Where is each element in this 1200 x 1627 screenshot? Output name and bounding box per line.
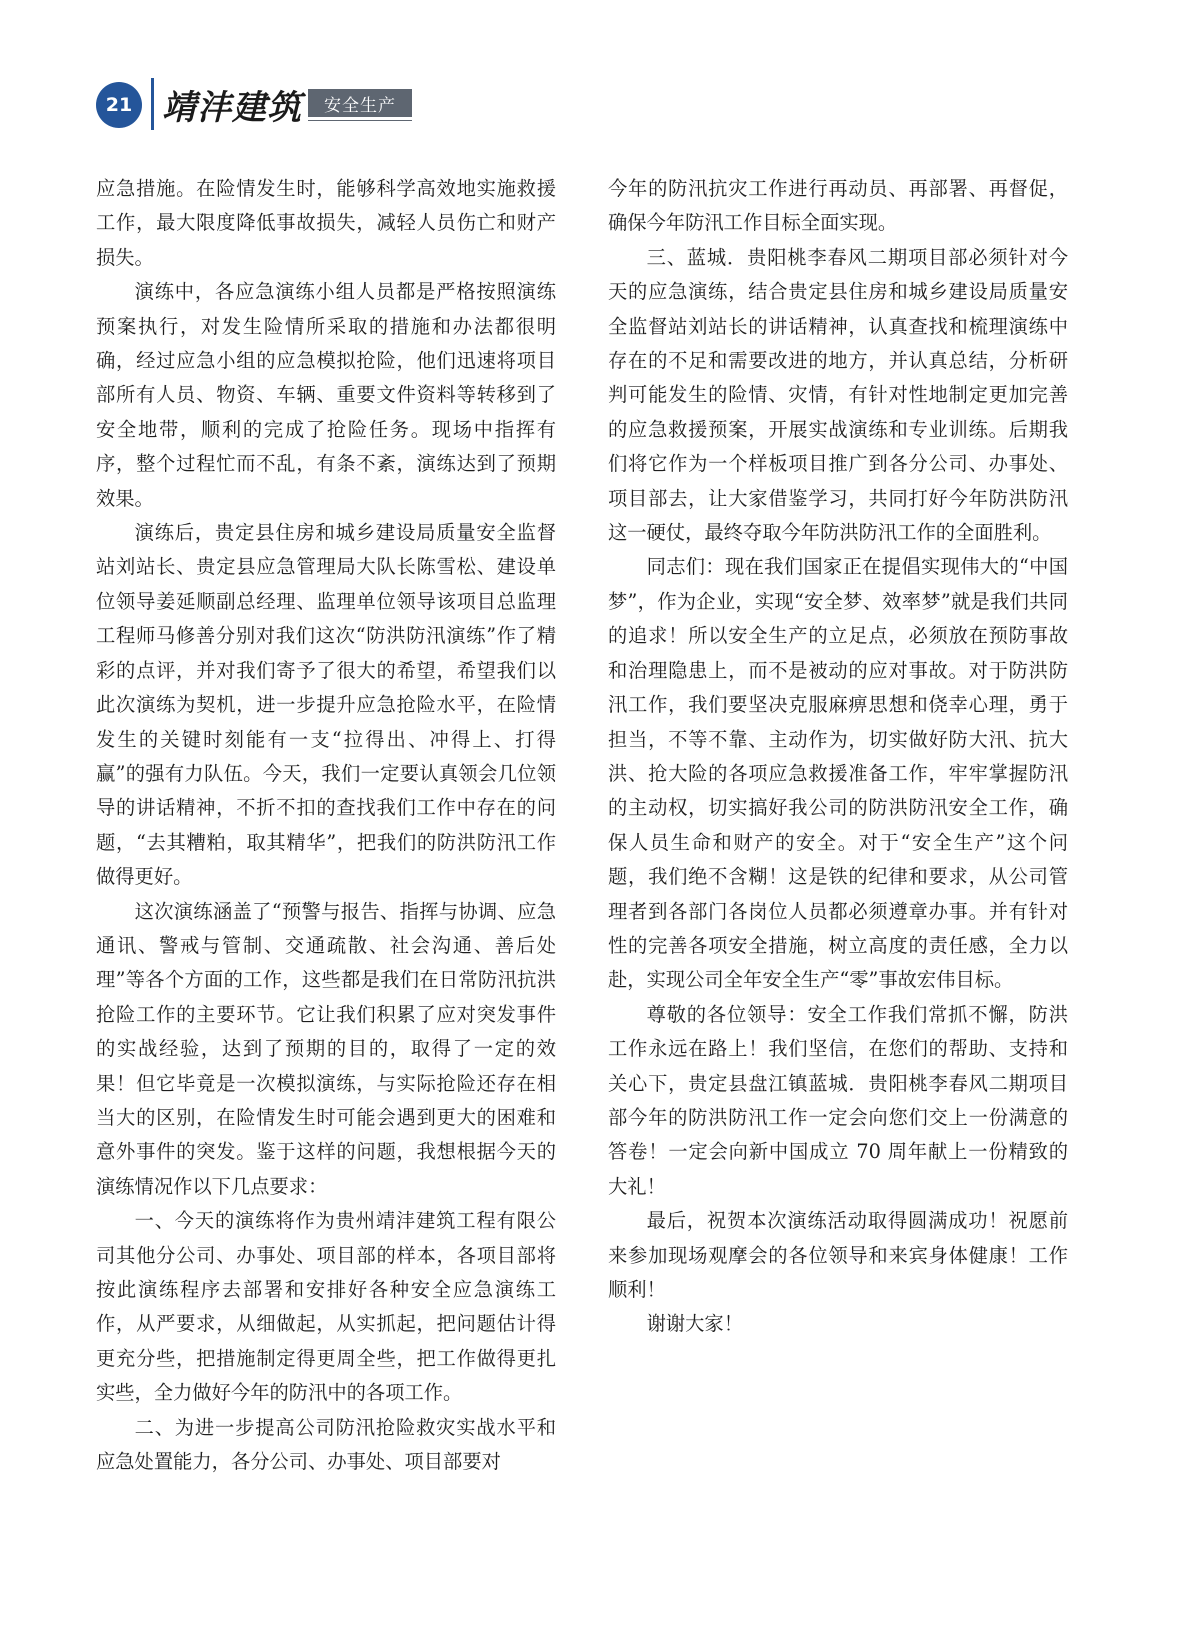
page-header (96, 78, 456, 130)
paragraph: 谢谢大家！ (646, 1312, 743, 1336)
header-divider (151, 78, 154, 130)
page-number-badge: 21 (96, 82, 142, 128)
left-column (96, 172, 556, 1479)
paragraph: 演练后，贵定县住房和城乡建设局质量安全监督站刘站长、贵定县应急管理局大队长陈雪松、建设单位领导姜延顺副总经理、监理单位领导该项目总监理工程师马修善分别对我们这次“防洪防汛演练”作了精彩的点评，并对我们寄予了很大的希望，希望我们以此次演练为契机，进一步提升应急抢险水平，在险情发生的关键时刻能有一支“拉得出、冲得上、打得赢”的强有力队伍。今天，我们一定要认真领会几位领导的讲话精神，不折不扣的查找我们工作中存在的问题，“去其糟粕，取其精华”，把我们的防洪防汛工作做得更好。 (96, 521, 556, 889)
paragraph: 这次演练涵盖了“预警与报告、指挥与协调、应急通讯、警戒与管制、交通疏散、社会沟通、善后处理”等各个方面的工作，这些都是我们在日常防汛抗洪抢险工作的主要环节。它让我们积累了应对突发事件的实战经验，达到了预期的目的，取得了一定的效果！但它毕竟是一次模拟演练，与实际抢险还存在相当大的区别，在险情发生时可能会遇到更大的困难和意外事件的突发。鉴于这样的问题，我想根据今天的演练情况作以下几点要求： (96, 899, 556, 1198)
paragraph: 应急措施。在险情发生时，能够科学高效地实施救援工作，最大限度降低事故损失，减轻人员伤亡和财产损失。 (96, 177, 556, 269)
paragraph: 一、今天的演练将作为贵州靖沣建筑工程有限公司其他分公司、办事处、项目部的样本，各项目部将按此演练程序去部署和安排好各种安全应急演练工作，从严要求，从细做起，从实抓起，把问题估计得更充分些，把措施制定得更周全些，把工作做得更扎实些，全力做好今年的防汛中的各项工作。 (96, 1209, 556, 1405)
paragraph: 同志们：现在我们国家正在提倡实现伟大的“中国梦”，作为企业，实现“安全梦、效率梦”就是我们共同的追求！所以安全生产的立足点，必须放在预防事故和治理隐患上，而不是被动的应对事故。对于防洪防汛工作，我们要坚决克服麻痹思想和侥幸心理，勇于担当，不等不靠、主动作为，切实做好防大汛、抗大洪、抢大险的各项应急救援准备工作，牢牢掌握防汛的主动权，切实搞好我公司的防洪防汛安全工作，确保人员生命和财产的安全。对于“安全生产”这个问题，我们绝不含糊！这是铁的纪律和要求，从公司管理者到各部门各岗位人员都必须遵章办事。并有针对性的完善各项安全措施，树立高度的责任感，全力以赴，实现公司全年安全生产“零”事故宏伟目标。 (608, 555, 1068, 992)
paragraph: 最后，祝贺本次演练活动取得圆满成功！祝愿前来参加现场观摩会的各位领导和来宾身体健康！工作顺利！ (608, 1209, 1068, 1301)
right-column (608, 172, 1068, 1342)
section-underline (308, 120, 412, 121)
magazine-brand: 靖沣建筑 (162, 88, 302, 128)
paragraph: 今年的防汛抗灾工作进行再动员、再部署、再督促，确保今年防汛工作目标全面实现。 (608, 177, 1068, 235)
paragraph: 三、蓝城．贵阳桃李春风二期项目部必须针对今天的应急演练，结合贵定县住房和城乡建设局质量安全监督站刘站长的讲话精神，认真查找和梳理演练中存在的不足和需要改进的地方，并认真总结，分析研判可能发生的险情、灾情，有针对性地制定更加完善的应急救援预案，开展实战演练和专业训练。后期我们将它作为一个样板项目推广到各分公司、办事处、项目部去，让大家借鉴学习，共同打好今年防洪防汛这一硬仗，最终夺取今年防洪防汛工作的全面胜利。 (608, 245, 1068, 545)
paragraph: 二、为进一步提高公司防汛抢险救灾实战水平和应急处置能力，各分公司、办事处、项目部要对 (96, 1415, 556, 1474)
paragraph: 尊敬的各位领导：安全工作我们常抓不懈，防洪工作永远在路上！我们坚信，在您们的帮助、支持和关心下，贵定县盘江镇蓝城．贵阳桃李春风二期项目部今年的防洪防汛工作一定会向您们交上一份满意的答卷！一定会向新中国成立 70 周年献上一份精致的大礼！ (608, 1002, 1068, 1198)
paragraph: 演练中，各应急演练小组人员都是严格按照演练预案执行，对发生险情所采取的措施和办法都很明确，经过应急小组的应急模拟抢险，他们迅速将项目部所有人员、物资、车辆、重要文件资料等转移到了安全地带，顺利的完成了抢险任务。现场中指挥有序，整个过程忙而不乱，有条不紊，演练达到了预期效果。 (96, 280, 556, 510)
section-label: 安全生产 (308, 89, 412, 117)
